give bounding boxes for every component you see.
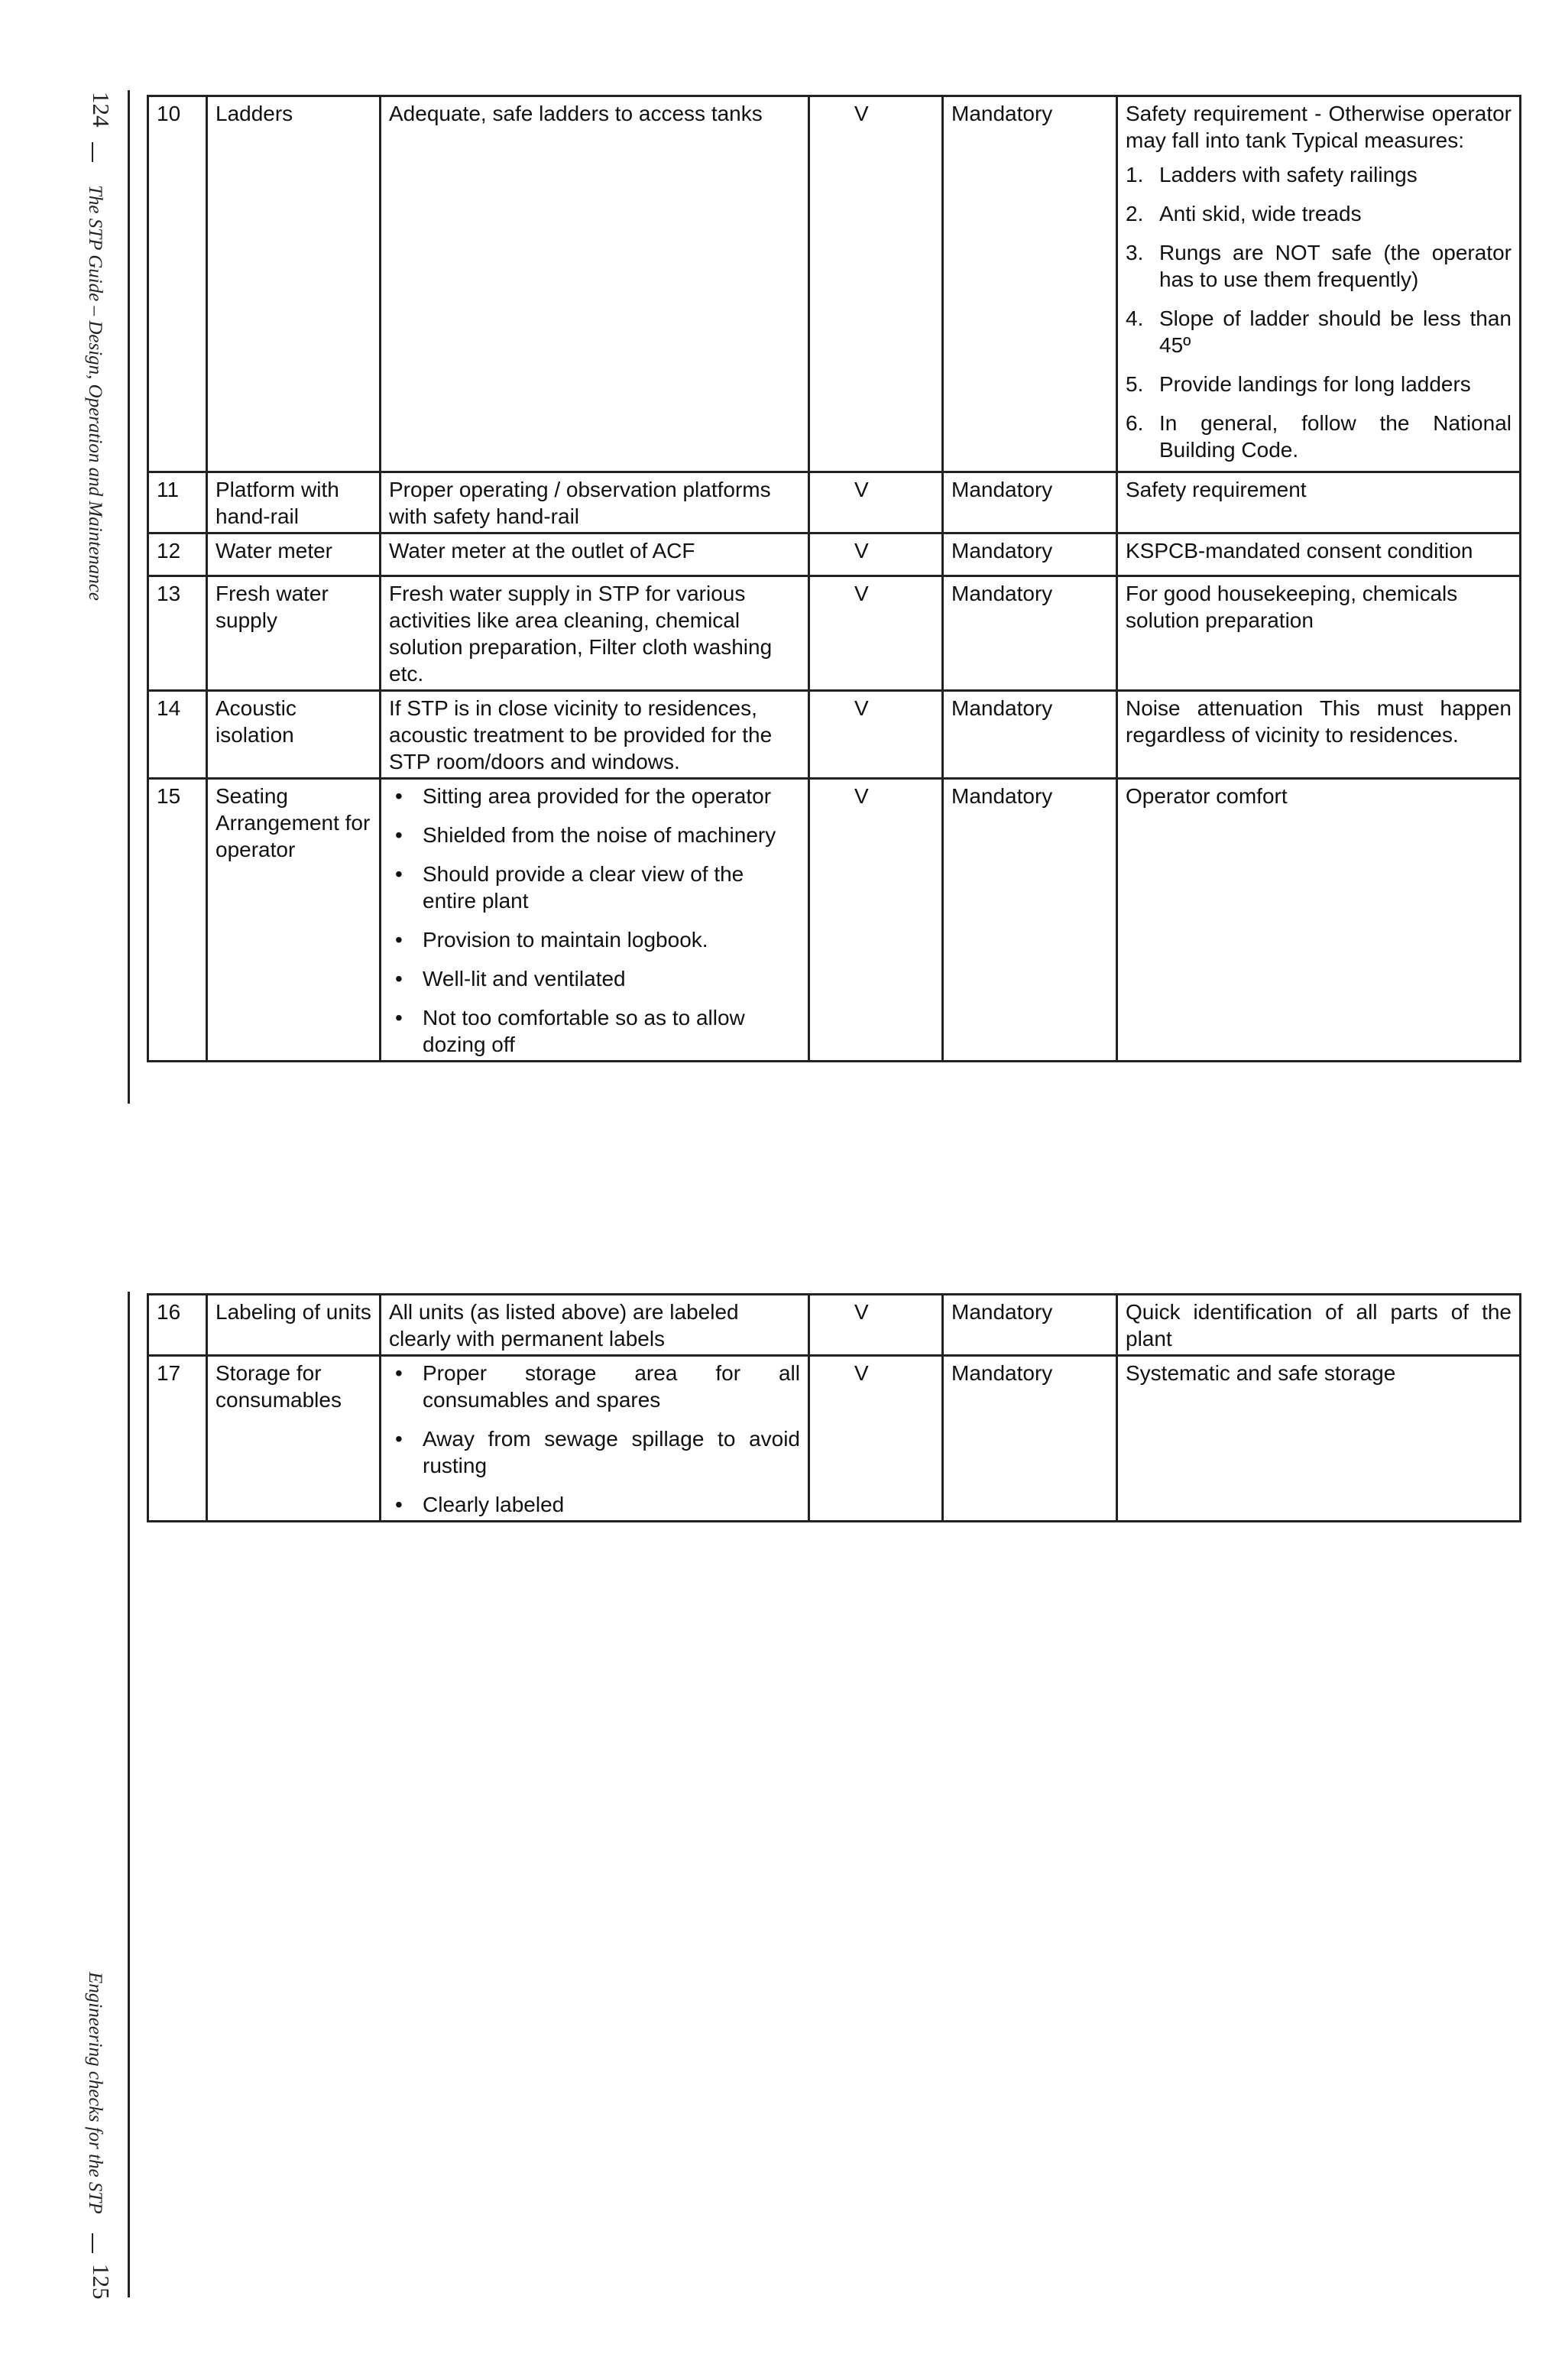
list-item — [389, 965, 800, 992]
left-running-title: The STP Guide – Design, Operation and Maintenance — [85, 185, 105, 601]
left-header-separator — [92, 142, 93, 162]
table-row — [148, 96, 1521, 472]
list-item-text: Away from sewage spillage to avoid rusting — [423, 1427, 800, 1477]
item-name: Labeling of units — [207, 1295, 381, 1356]
list-item — [1126, 239, 1512, 293]
list-item — [1126, 200, 1512, 227]
list-item — [389, 1425, 800, 1479]
list-number: 4. — [1126, 306, 1144, 330]
engineering-checks-table-bottom — [147, 1293, 1521, 1522]
list-number: 3. — [1126, 241, 1144, 264]
engineering-checks-table-top — [147, 95, 1521, 1062]
seating-requirements-list — [389, 783, 800, 1058]
item-description: Proper operating / observation platforms with safety hand-rail — [381, 472, 809, 533]
check-mark: V — [809, 576, 943, 691]
requirement-status: Mandatory — [943, 1356, 1117, 1522]
row-number: 16 — [148, 1295, 207, 1356]
requirement-status: Mandatory — [943, 691, 1117, 779]
remarks-text: Safety requirement — [1117, 472, 1521, 533]
list-item-text: Should provide a clear view of the entire plant — [423, 862, 744, 913]
list-item-text: Not too comfortable so as to allow dozing off — [423, 1006, 745, 1056]
bullet: • — [395, 862, 403, 886]
remarks-text: Safety requirement - Otherwise operator may fall into tank Typical measures: — [1126, 102, 1512, 152]
row-number: 17 — [148, 1356, 207, 1522]
row-number: 13 — [148, 576, 207, 691]
list-item — [389, 926, 800, 953]
bullet: • — [395, 1006, 403, 1029]
right-running-title: Engineering checks for the STP — [85, 1972, 105, 2214]
list-item-text: Well-lit and ventilated — [423, 967, 626, 991]
list-number: 5. — [1126, 372, 1144, 396]
list-item-text: Proper storage area for all consumables and spares — [423, 1361, 800, 1412]
table-row — [148, 1356, 1521, 1522]
list-number: 6. — [1126, 411, 1144, 435]
list-item-text: Provision to maintain logbook. — [423, 928, 708, 952]
row-number: 14 — [148, 691, 207, 779]
requirement-status: Mandatory — [943, 1295, 1117, 1356]
left-page-number: 124 — [88, 92, 115, 128]
list-item — [389, 1491, 800, 1518]
list-item — [1126, 410, 1512, 463]
requirement-status: Mandatory — [943, 576, 1117, 691]
bullet: • — [395, 928, 403, 952]
row-number: 15 — [148, 779, 207, 1062]
left-page-margin-rule — [128, 90, 130, 1104]
table-row — [148, 1295, 1521, 1356]
table-row — [148, 472, 1521, 533]
item-name: Acoustic isolation — [207, 691, 381, 779]
list-item — [389, 822, 800, 848]
item-description: Water meter at the outlet of ACF — [381, 533, 809, 576]
check-mark: V — [809, 779, 943, 1062]
list-item — [389, 1360, 800, 1413]
bullet: • — [395, 1361, 403, 1385]
list-item — [1126, 161, 1512, 188]
list-item-text: Provide landings for long ladders — [1159, 372, 1471, 396]
right-page-number: 125 — [88, 2264, 115, 2300]
list-item — [389, 1004, 800, 1058]
item-description-cell — [381, 1356, 809, 1522]
item-name: Ladders — [207, 96, 381, 472]
list-item — [389, 861, 800, 914]
table-row — [148, 533, 1521, 576]
remarks-text: KSPCB-mandated consent condition — [1117, 533, 1521, 576]
item-name: Fresh water supply — [207, 576, 381, 691]
item-name: Platform with hand-rail — [207, 472, 381, 533]
check-mark: V — [809, 533, 943, 576]
list-item-text: In general, follow the National Building Code. — [1159, 411, 1512, 462]
item-name: Storage for consumables — [207, 1356, 381, 1522]
list-item — [1126, 305, 1512, 358]
requirement-status: Mandatory — [943, 779, 1117, 1062]
check-mark: V — [809, 691, 943, 779]
right-header-separator — [92, 2233, 93, 2253]
item-description: Fresh water supply in STP for various activities like area cleaning, chemical solution preparation, Filter cloth washing etc. — [381, 576, 809, 691]
storage-requirements-list — [389, 1360, 800, 1518]
check-mark: V — [809, 96, 943, 472]
remarks-cell — [1117, 96, 1521, 472]
list-item-text: Sitting area provided for the operator — [423, 784, 772, 808]
table-row — [148, 576, 1521, 691]
table-row — [148, 691, 1521, 779]
check-mark: V — [809, 1295, 943, 1356]
bullet: • — [395, 823, 403, 847]
remarks-text: For good housekeeping, chemicals solution preparation — [1117, 576, 1521, 691]
remarks-text: Noise attenuation This must happen regardless of vicinity to residences. — [1117, 691, 1521, 779]
list-item — [389, 783, 800, 809]
remarks-text: Quick identification of all parts of the plant — [1117, 1295, 1521, 1356]
list-item-text: Ladders with safety railings — [1159, 163, 1418, 186]
item-name: Water meter — [207, 533, 381, 576]
list-number: 2. — [1126, 202, 1144, 225]
bullet: • — [395, 1427, 403, 1451]
list-item-text: Rungs are NOT safe (the operator has to use them frequently) — [1159, 241, 1512, 291]
row-number: 10 — [148, 96, 207, 472]
list-item-text: Shielded from the noise of machinery — [423, 823, 776, 847]
requirement-status: Mandatory — [943, 533, 1117, 576]
bullet: • — [395, 1493, 403, 1516]
bullet: • — [395, 784, 403, 808]
requirement-status: Mandatory — [943, 96, 1117, 472]
item-description-cell — [381, 779, 809, 1062]
bullet: • — [395, 967, 403, 991]
requirement-status: Mandatory — [943, 472, 1117, 533]
row-number: 11 — [148, 472, 207, 533]
list-number: 1. — [1126, 163, 1144, 186]
remarks-text: Systematic and safe storage — [1117, 1356, 1521, 1522]
check-mark: V — [809, 1356, 943, 1522]
item-description: Adequate, safe ladders to access tanks — [381, 96, 809, 472]
typical-measures-list — [1126, 161, 1512, 463]
check-mark: V — [809, 472, 943, 533]
list-item — [1126, 371, 1512, 397]
remarks-text: Operator comfort — [1117, 779, 1521, 1062]
item-description: All units (as listed above) are labeled clearly with permanent labels — [381, 1295, 809, 1356]
item-description: If STP is in close vicinity to residences, acoustic treatment to be provided for the STP room/doors and windows. — [381, 691, 809, 779]
list-item-text: Anti skid, wide treads — [1159, 202, 1362, 225]
list-item-text: Slope of ladder should be less than 45º — [1159, 306, 1512, 357]
item-name: Seating Arrangement for operator — [207, 779, 381, 1062]
right-page-margin-rule — [128, 1292, 130, 2297]
row-number: 12 — [148, 533, 207, 576]
list-item-text: Clearly labeled — [423, 1493, 565, 1516]
table-row — [148, 779, 1521, 1062]
